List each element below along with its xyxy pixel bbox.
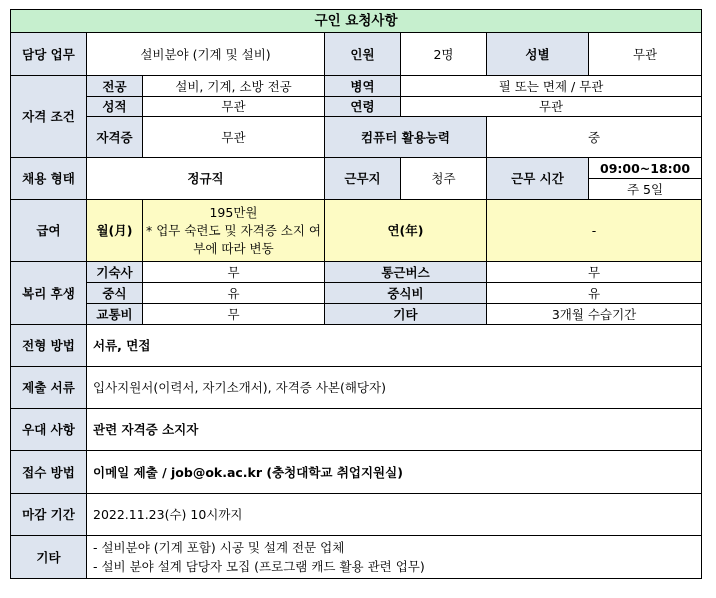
work-days-value: 주 5일 [589, 179, 702, 200]
certificate-value: 무관 [143, 117, 325, 158]
selection-method-label: 전형 방법 [11, 325, 87, 367]
headcount-value: 2명 [401, 33, 487, 76]
meal-allowance-label: 중식비 [325, 283, 487, 304]
military-value: 필 또는 면제 / 무관 [401, 76, 702, 97]
monthly-salary-amount: 195만원 [209, 204, 258, 220]
preference-label: 우대 사항 [11, 409, 87, 451]
lunch-label: 중식 [87, 283, 143, 304]
deadline-value: 2022.11.23(수) 10시까지 [87, 494, 702, 536]
commuter-bus-value: 무 [487, 262, 702, 283]
qualification-label: 자격 조건 [11, 76, 87, 158]
other-line-2: - 설비 분야 설계 담당자 모집 (프로그램 캐드 활용 관련 업무) [93, 559, 425, 574]
employment-type-label: 채용 형태 [11, 158, 87, 200]
commuter-bus-label: 통근버스 [325, 262, 487, 283]
other-label: 기타 [11, 536, 87, 579]
gender-value: 무관 [589, 33, 702, 76]
duty-label: 담당 업무 [11, 33, 87, 76]
job-request-table [10, 9, 702, 579]
welfare-etc-label: 기타 [325, 304, 487, 325]
work-hours-value: 09:00~18:00 [589, 158, 702, 179]
table-title: 구인 요청사항 [11, 10, 702, 33]
work-hours-label: 근무 시간 [487, 158, 589, 200]
grade-label: 성적 [87, 97, 143, 117]
application-method-label: 접수 방법 [11, 451, 87, 494]
major-label: 전공 [87, 76, 143, 97]
annual-salary-label: 연(年) [325, 200, 487, 262]
computer-skill-label: 컴퓨터 활용능력 [325, 117, 487, 158]
salary-label: 급여 [11, 200, 87, 262]
monthly-salary-label: 월(月) [87, 200, 143, 262]
work-location-value: 청주 [401, 158, 487, 200]
selection-method-value: 서류, 면접 [87, 325, 702, 367]
dormitory-label: 기숙사 [87, 262, 143, 283]
annual-salary-value: - [487, 200, 702, 262]
deadline-label: 마감 기간 [11, 494, 87, 536]
age-label: 연령 [325, 97, 401, 117]
computer-skill-value: 중 [487, 117, 702, 158]
documents-value: 입사지원서(이력서, 자기소개서), 자격증 사본(해당자) [87, 367, 702, 409]
monthly-salary-value [143, 200, 325, 262]
gender-label: 성별 [487, 33, 589, 76]
other-value [87, 536, 702, 579]
major-value: 설비, 기계, 소방 전공 [143, 76, 325, 97]
duty-value: 설비분야 (기계 및 설비) [87, 33, 325, 76]
work-location-label: 근무지 [325, 158, 401, 200]
grade-value: 무관 [143, 97, 325, 117]
monthly-salary-note: * 업무 숙련도 및 자격증 소지 여부에 따라 변동 [146, 222, 321, 256]
military-label: 병역 [325, 76, 401, 97]
transport-label: 교통비 [87, 304, 143, 325]
application-method-value: 이메일 제출 / job@ok.ac.kr (충청대학교 취업지원실) [87, 451, 702, 494]
meal-allowance-value: 유 [487, 283, 702, 304]
welfare-etc-value: 3개월 수습기간 [487, 304, 702, 325]
preference-value: 관련 자격증 소지자 [87, 409, 702, 451]
age-value: 무관 [401, 97, 702, 117]
employment-type-value: 정규직 [87, 158, 325, 200]
other-line-1: - 설비분야 (기계 포함) 시공 및 설계 전문 업체 [93, 540, 345, 555]
headcount-label: 인원 [325, 33, 401, 76]
dormitory-value: 무 [143, 262, 325, 283]
welfare-label: 복리 후생 [11, 262, 87, 325]
lunch-value: 유 [143, 283, 325, 304]
certificate-label: 자격증 [87, 117, 143, 158]
transport-value: 무 [143, 304, 325, 325]
documents-label: 제출 서류 [11, 367, 87, 409]
